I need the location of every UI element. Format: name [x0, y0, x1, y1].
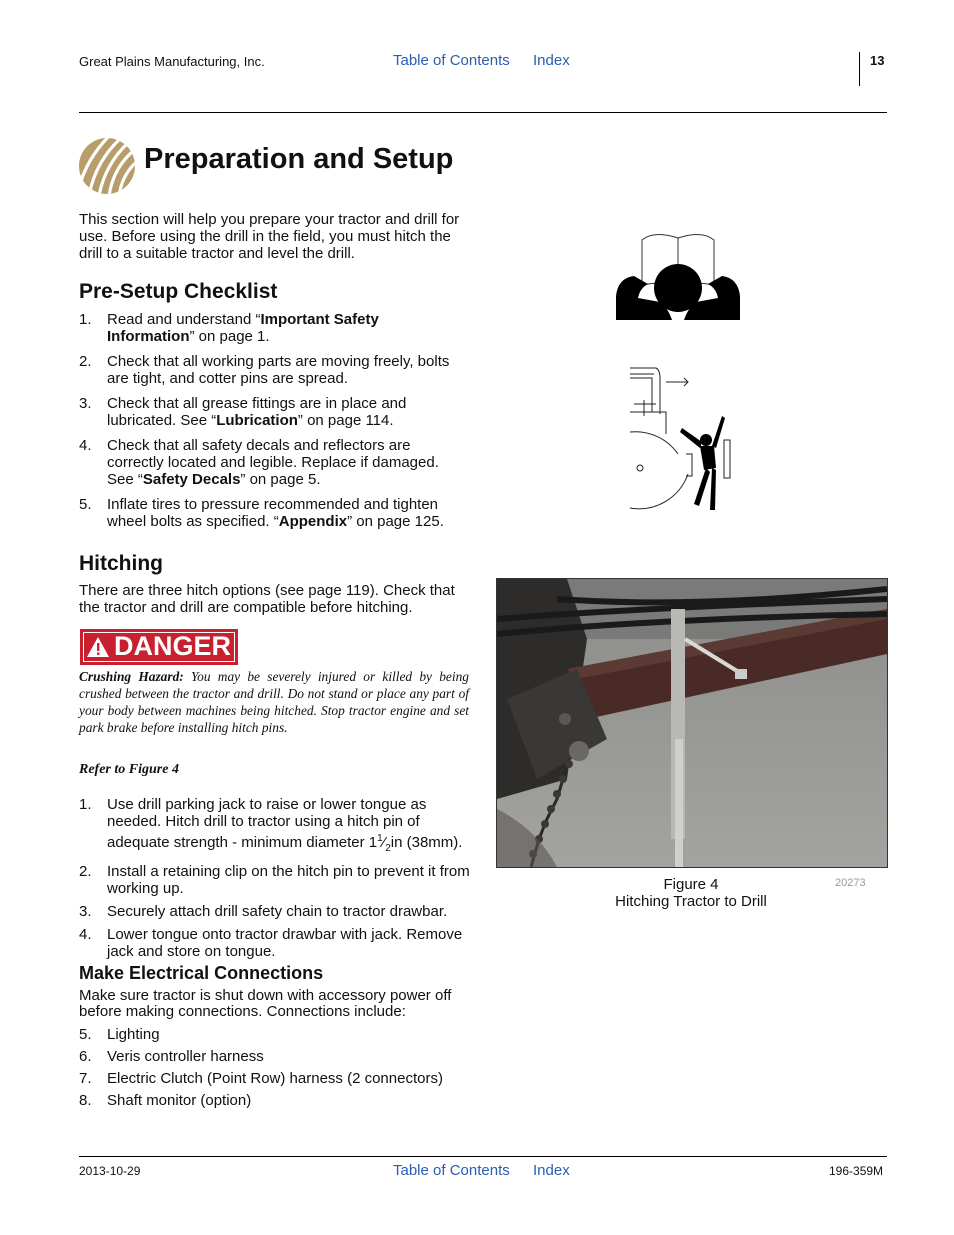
footer-date: 2013-10-29: [79, 1164, 141, 1178]
list-item: 1. Use drill parking jack to raise or lower tongue as needed. Hitch drill to tractor using a hitch pin of adequate strength - minimum diameter $1^1⁄_2in$ (38mm).: [79, 796, 463, 854]
hitching-steps: [79, 796, 474, 966]
intro-paragraph: This section will help you prepare your tractor and drill for use. Before using the drill in the field, you must hitch the drill to a suitable tractor and level the drill.: [79, 211, 460, 262]
danger-label: DANGER: [114, 631, 232, 661]
figure-number: 20273: [835, 877, 866, 889]
list-item: 5. Lighting: [79, 1026, 160, 1043]
header-divider: [859, 52, 860, 86]
hitching-paragraph: There are three hitch options (see page 119). Check that the tractor and drill are compatible before hitching.: [79, 582, 455, 616]
crushing-hazard-text: Crushing Hazard: You may be severely injured or killed by being crushed between the tractor and drill. Do not stand or place any part of your body between machines being hitched. Stop tractor engine and set park brake before installing hitch pins.: [79, 669, 469, 735]
figure-reference: Refer to Figure 4: [79, 762, 179, 777]
hitching-photo: [496, 578, 888, 868]
electrical-heading: Make Electrical Connections: [79, 963, 324, 983]
header-rule: [79, 112, 887, 113]
footer-doc-number: 196-359M: [829, 1164, 884, 1178]
list-item: 8. Shaft monitor (option): [79, 1092, 252, 1109]
figure-label: Figure 4: [663, 876, 719, 893]
electrical-paragraph: Make sure tractor is shut down with accessory power off before making connections. Connections include:: [79, 987, 452, 1020]
page-number: 13: [870, 53, 885, 68]
company-name: Great Plains Manufacturing, Inc.: [79, 54, 265, 69]
footer-toc-link[interactable]: Table of Contents: [393, 1162, 510, 1179]
list-item: 7. Electric Clutch (Point Row) harness (2 connectors): [79, 1070, 443, 1087]
great-plains-logo-icon: [79, 138, 135, 199]
page-title: Preparation and Setup: [144, 143, 454, 175]
list-item: 3. Check that all grease fittings are in place and lubricated. See “Lubrication” on page 114.: [79, 395, 407, 429]
footer-index-link[interactable]: Index: [533, 1162, 570, 1179]
header-toc-link[interactable]: Table of Contents: [393, 52, 510, 69]
pre-setup-heading: Pre-Setup Checklist: [79, 280, 278, 303]
header-index-link[interactable]: Index: [533, 52, 570, 69]
list-item: 5. Inflate tires to pressure recommended and tighten wheel bolts as specified. “Appendix” on page 125.: [79, 496, 444, 530]
footer-rule: [79, 1156, 887, 1157]
list-item: 1. Read and understand “Important Safety Information” on page 1.: [79, 311, 379, 345]
pre-setup-list: [79, 311, 469, 538]
list-item: 2. Check that all working parts are moving freely, bolts are tight, and cotter pins are spread.: [79, 353, 450, 387]
hitching-heading: Hitching: [79, 552, 163, 575]
warning-triangle-icon: [87, 637, 109, 662]
list-item: 3. Securely attach drill safety chain to tractor drawbar.: [79, 903, 448, 920]
list-item: 2. Install a retaining clip on the hitch pin to prevent it from working up.: [79, 863, 470, 897]
electrical-connections-list: [79, 1026, 499, 1114]
figure-caption: Hitching Tractor to Drill: [615, 893, 767, 910]
read-manual-icon: [612, 228, 744, 329]
crushing-hazard-icon: [626, 364, 746, 519]
list-item: 6. Veris controller harness: [79, 1048, 264, 1065]
list-item: 4. Check that all safety decals and reflectors are correctly located and legible. Replace if damaged. See “Safety Decals” on page 5.: [79, 437, 439, 488]
list-item: 4. Lower tongue onto tractor drawbar with jack. Remove jack and store on tongue.: [79, 926, 463, 960]
danger-badge: [80, 629, 238, 665]
